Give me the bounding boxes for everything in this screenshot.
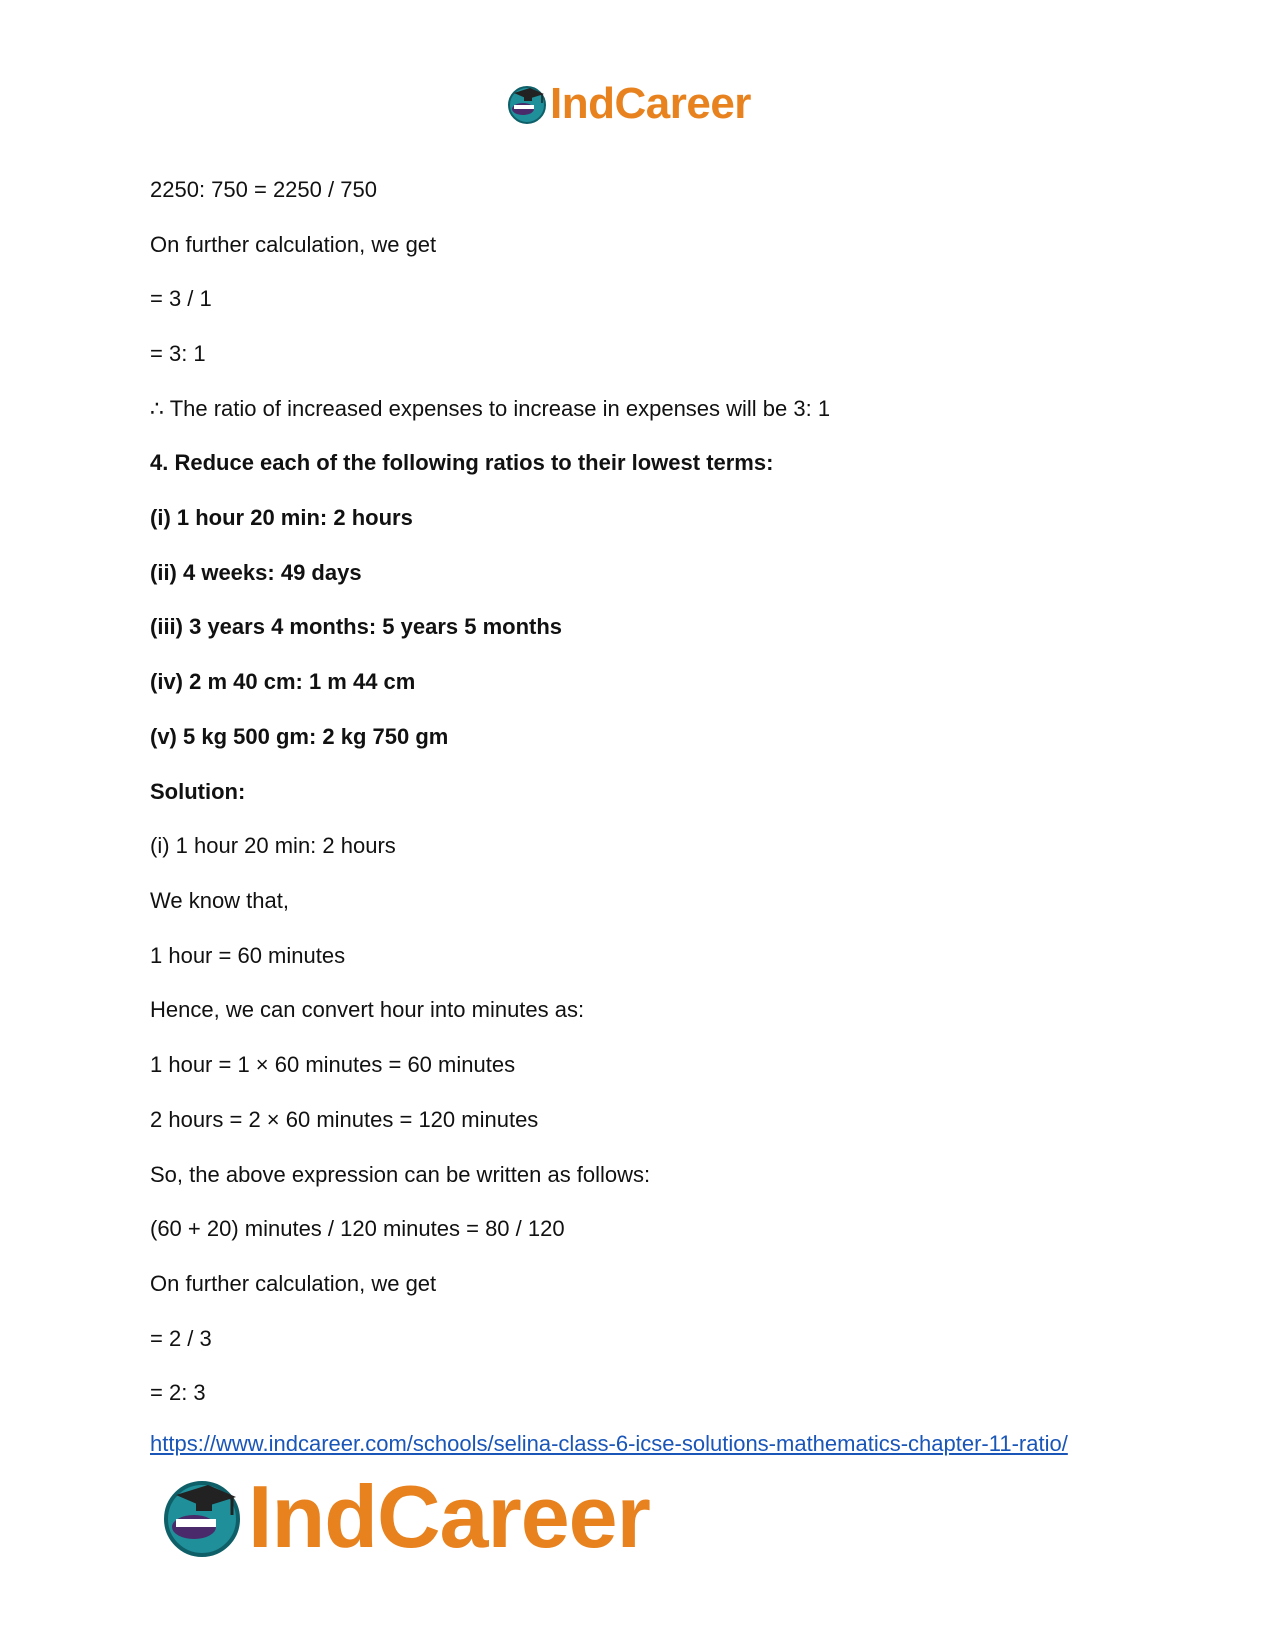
text-line: Hence, we can convert hour into minutes as: — [150, 997, 585, 1022]
text-line: = 3: 1 — [150, 341, 206, 366]
text-line: 2250: 750 = 2250 / 750 — [150, 177, 377, 202]
text-line: On further calculation, we get — [150, 232, 437, 257]
text-line: So, the above expression can be written as follows: — [150, 1162, 651, 1187]
text-line: = 2 / 3 — [150, 1326, 212, 1351]
footer-logo-text: IndCareer — [248, 1467, 650, 1566]
question-part: (iv) 2 m 40 cm: 1 m 44 cm — [150, 669, 416, 694]
text-line: We know that, — [150, 888, 289, 913]
solution-heading: Solution: — [150, 779, 246, 804]
text-line: = 2: 3 — [150, 1380, 206, 1405]
text-line: (i) 1 hour 20 min: 2 hours — [150, 833, 396, 858]
text-line: 2 hours = 2 × 60 minutes = 120 minutes — [150, 1107, 539, 1132]
question-part: (i) 1 hour 20 min: 2 hours — [150, 505, 413, 530]
conclusion-line: ∴ The ratio of increased expenses to increase in expenses will be 3: 1 — [150, 396, 831, 421]
question-heading: 4. Reduce each of the following ratios to their lowest terms: — [150, 450, 774, 475]
question-part: (iii) 3 years 4 months: 5 years 5 months — [150, 614, 563, 639]
question-part: (v) 5 kg 500 gm: 2 kg 750 gm — [150, 724, 449, 749]
text-line: 1 hour = 1 × 60 minutes = 60 minutes — [150, 1052, 516, 1077]
source-url-link[interactable]: https://www.indcareer.com/schools/selina-class-6-icse-solutions-mathematics-chapter-11-ratio/ — [150, 1431, 1068, 1456]
graduation-globe-icon — [506, 83, 548, 125]
graduation-globe-icon — [160, 1475, 244, 1559]
text-line: On further calculation, we get — [150, 1271, 437, 1296]
question-part: (ii) 4 weeks: 49 days — [150, 560, 362, 585]
text-line: 1 hour = 60 minutes — [150, 943, 346, 968]
header-logo — [506, 80, 751, 128]
text-line: = 3 / 1 — [150, 286, 212, 311]
text-line: (60 + 20) minutes / 120 minutes = 80 / 120 — [150, 1216, 565, 1241]
header-logo-text: IndCareer — [550, 79, 751, 128]
footer-logo — [160, 1467, 650, 1566]
